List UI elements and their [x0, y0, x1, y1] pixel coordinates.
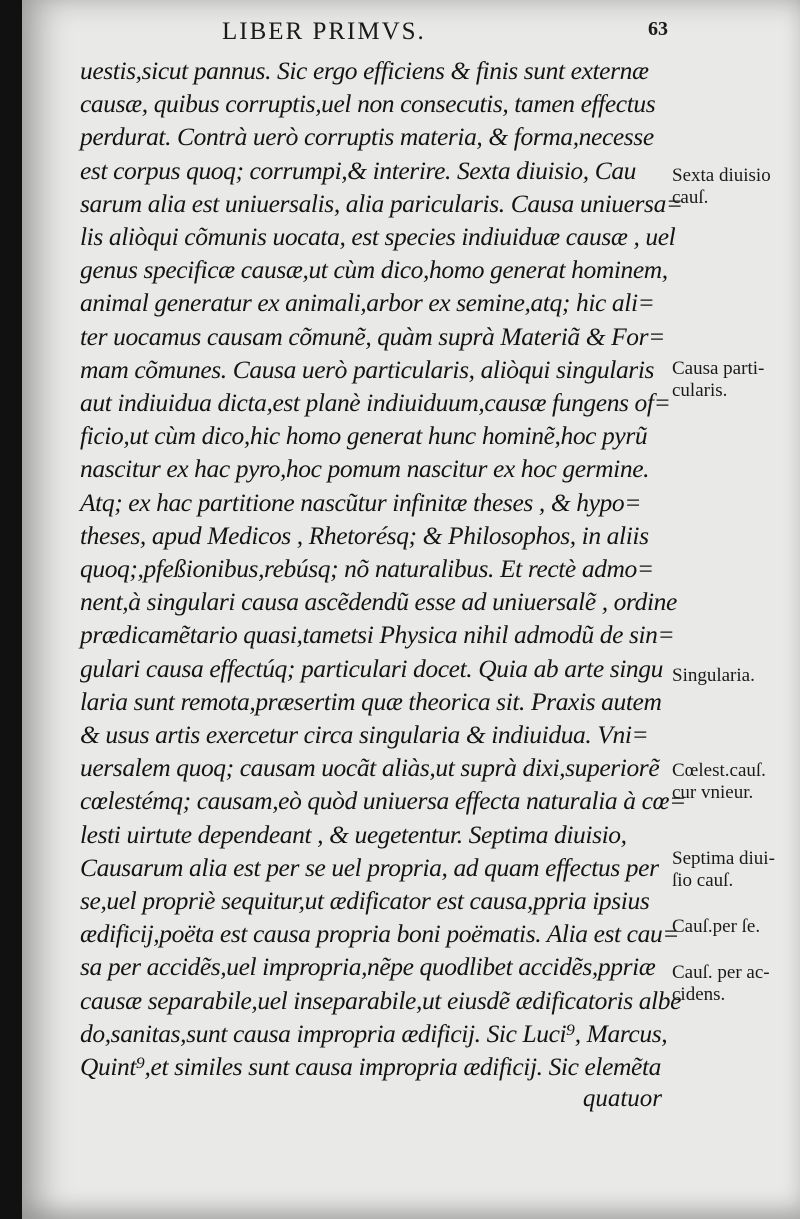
marginal-note-line: Cauſ.per ſe. [672, 916, 761, 937]
catchword: quatuor [582, 1085, 662, 1113]
marginal-note-line: Singularia. [672, 665, 755, 686]
page-number: 63 [648, 18, 668, 40]
marginal-note-line: Causa parti- [672, 358, 765, 379]
text-line: uersalem quoq; causam uocãt aliàs,ut suprà dixi,superiorẽ [80, 753, 660, 783]
marginal-note-line: Septima diui- [672, 848, 775, 869]
text-line: se,uel propriè sequitur,ut ædificator est causa,ppria ipsius [80, 886, 650, 915]
text-line: theses, apud Medicos , Rhetorésq; & Philosophos, in aliis [80, 520, 649, 550]
text-line: lis aliòqui cõmunis uocata, est species indiuiduæ causæ , uel [80, 222, 676, 251]
text-line: quoq;,pfeßionibus,rebúsq; nõ naturalibus. Et rectè admo= [80, 554, 654, 583]
book-page [22, 0, 800, 1219]
text-line: uestis,sicut pannus. Sic ergo efficiens & finis sunt externæ [80, 56, 649, 85]
text-line: nent,à singulari causa ascẽdendũ esse ad uniuersalẽ , ordine [80, 587, 677, 617]
text-line: est corpus quoq; corrumpi,& interire. Sexta diuisio, Cau [80, 155, 637, 185]
text-line: lesti uirtute dependeant , & uegetentur. Septima diuisio, [80, 819, 627, 849]
text-line: mam cõmunes. Causa uerò particularis, aliòqui singularis [80, 354, 655, 384]
marginal-note-line: Sexta diuisio [672, 165, 771, 186]
text-line: ædificij,poëta est causa propria boni poëmatis. Alia est cau= [80, 919, 680, 949]
text-line: Causarum alia est per se uel propria, ad quam effectus per [80, 852, 659, 882]
text-line: ficio,ut cùm dico,hic homo generat hunc hominẽ,hoc pyrũ [80, 421, 648, 451]
text-line: laria sunt remota,præsertim quæ theorica sit. Praxis autem [80, 686, 662, 716]
marginal-note-line: ſio cauſ. [672, 870, 734, 891]
text-line: aut indiuidua dicta,est planè indiuiduum,causæ fungens of= [80, 388, 671, 417]
text-line: cœlestémq; causam,eò quòd uniuersa effecta naturalia à cœ= [80, 786, 686, 816]
text-line: & usus artis exercetur circa singularia & indiuidua. Vni= [80, 720, 649, 749]
marginal-note-line: cidens. [672, 984, 726, 1005]
text-line: sa per accidẽs,uel impropria,nẽpe quodlibet accidẽs,ppriæ [80, 952, 656, 982]
marginal-note-line: Cœlest.cauſ. [672, 760, 766, 781]
text-line: genus specificæ causæ,ut cùm dico,homo generat hominem, [80, 255, 668, 285]
text-line: causæ, quibus corruptis,uel non consecutis, tamen effectus [80, 89, 656, 119]
text-line: perdurat. Contrà uerò corruptis materia, & forma,necesse [80, 122, 654, 152]
text-line: Quint⁹,et similes sunt causa impropria ædificij. Sic elemẽta [80, 1052, 661, 1081]
marginal-note-line: Cauſ. per ac- [672, 962, 770, 983]
text-line: prædicamẽtario quasi,tametsi Physica nihil admodũ de sin= [80, 620, 675, 650]
text-line: Atq; ex hac partitione nascũtur infinitæ theses , & hypo= [80, 487, 641, 517]
text-line: gulari causa effectúq; particulari docet. Quia ab arte singu [80, 653, 663, 683]
marginal-note-line: cur vnieur. [672, 782, 754, 803]
text-line: ter uocamus causam cõmunẽ, quàm suprà Materiã & For= [80, 321, 665, 351]
running-head: LIBER PRIMVS. [222, 18, 426, 45]
text-line: animal generatur ex animali,arbor ex semine,atq; hic ali= [80, 288, 655, 318]
marginal-note-line: cularis. [672, 380, 728, 401]
marginal-note-line: cauſ. [672, 187, 709, 208]
text-line: sarum alia est uniuersalis, alia paricularis. Causa uniuersa= [80, 188, 683, 218]
text-line: do,sanitas,sunt causa impropria ædificij. Sic Luci⁹, Marcus, [80, 1018, 668, 1048]
text-line: nascitur ex hac pyro,hoc pomum nascitur ex hoc germine. [80, 454, 650, 484]
text-line: causæ separabile,uel inseparabile,ut eiusdẽ ædificatoris albe [80, 985, 681, 1015]
